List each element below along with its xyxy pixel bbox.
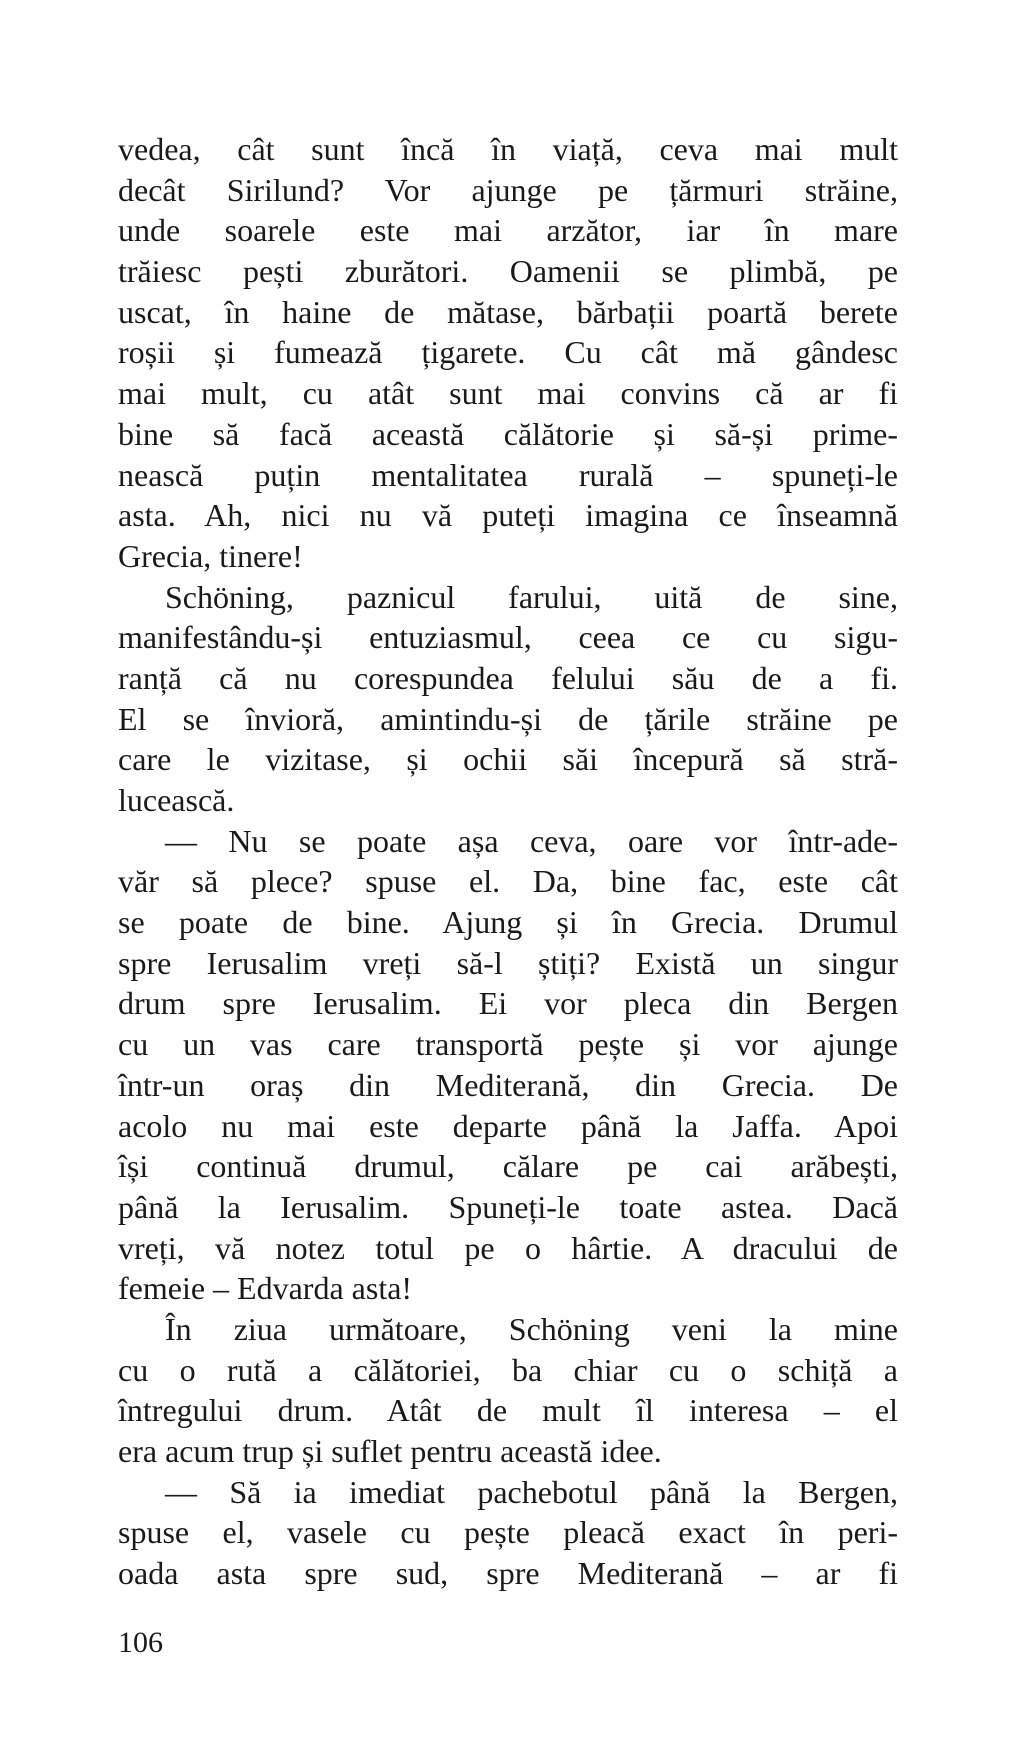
text-line: acolo nu mai este departe până la Jaffa. Apoi <box>118 1107 898 1144</box>
text-line: manifestându-și entuziasmul, ceea ce cu sigu- <box>118 619 898 656</box>
text-line: mai mult, cu atât sunt mai convins că ar fi <box>118 375 898 412</box>
text-line: femeie – Edvarda asta! <box>118 1270 413 1307</box>
text-line: roșii și fumează țigarete. Cu cât mă gândesc <box>118 334 898 371</box>
paragraph <box>118 577 898 821</box>
paragraph <box>118 821 898 1309</box>
text-line: vedea, cât sunt încă în viață, ceva mai mult <box>118 131 898 167</box>
text-line: — Să ia imediat pachebotul până la Bergen, <box>165 1473 898 1510</box>
paragraph <box>118 1472 898 1594</box>
body-text <box>118 129 898 1594</box>
text-line: asta. Ah, nici nu vă puteți imagina ce înseamnă <box>118 497 898 534</box>
text-line: Grecia, tinere! <box>118 537 303 574</box>
text-line: spre Ierusalim vreți să-l știți? Există un singur <box>118 944 898 981</box>
text-line: trăiesc pești zburători. Oamenii se plimbă, pe <box>118 253 898 290</box>
text-line: văr să plece? spuse el. Da, bine fac, este cât <box>118 863 898 900</box>
text-line: unde soarele este mai arzător, iar în mare <box>118 212 898 249</box>
text-line: care le vizitase, și ochii săi începură să stră- <box>118 741 898 778</box>
text-line: În ziua următoare, Schöning veni la mine <box>165 1310 898 1347</box>
text-line: într-un oraș din Mediterană, din Grecia. De <box>118 1066 898 1103</box>
text-line: El se învioră, amintindu-și de țările străine pe <box>118 700 898 737</box>
text-line: nească puțin mentalitatea rurală – spuneți-le <box>118 456 898 493</box>
text-line: lucească. <box>118 782 235 818</box>
text-line: ranță că nu corespundea felului său de a fi. <box>118 659 898 696</box>
text-line: era acum trup și suflet pentru această idee. <box>118 1433 662 1469</box>
text-line: întregului drum. Atât de mult îl interesa – el <box>118 1392 898 1429</box>
text-line: își continuă drumul, călare pe cai arăbești, <box>118 1148 898 1185</box>
paragraph <box>118 129 898 577</box>
text-line: până la Ierusalim. Spuneți-le toate astea. Dacă <box>118 1188 898 1225</box>
text-line: vreți, vă notez totul pe o hârtie. A dracului de <box>118 1229 898 1266</box>
text-line: cu un vas care transportă pește și vor ajunge <box>118 1026 898 1063</box>
text-line: drum spre Ierusalim. Ei vor pleca din Bergen <box>118 985 898 1022</box>
text-line: uscat, în haine de mătase, bărbații poartă berete <box>118 293 898 330</box>
paragraph <box>118 1309 898 1472</box>
text-line: spuse el, vasele cu pește pleacă exact în peri- <box>118 1514 898 1551</box>
text-line: cu o rută a călătoriei, ba chiar cu o schiță a <box>118 1351 898 1388</box>
text-line: Schöning, paznicul farului, uită de sine, <box>165 578 898 615</box>
text-line: oada asta spre sud, spre Mediterană – ar fi <box>118 1555 898 1592</box>
text-line: se poate de bine. Ajung și în Grecia. Drumul <box>118 904 898 941</box>
page-number: 106 <box>118 1626 163 1659</box>
text-line: decât Sirilund? Vor ajunge pe țărmuri străine, <box>118 171 898 208</box>
text-line: — Nu se poate așa ceva, oare vor într-ade- <box>165 822 898 859</box>
text-line: bine să facă această călătorie și să-și prime- <box>118 415 898 452</box>
